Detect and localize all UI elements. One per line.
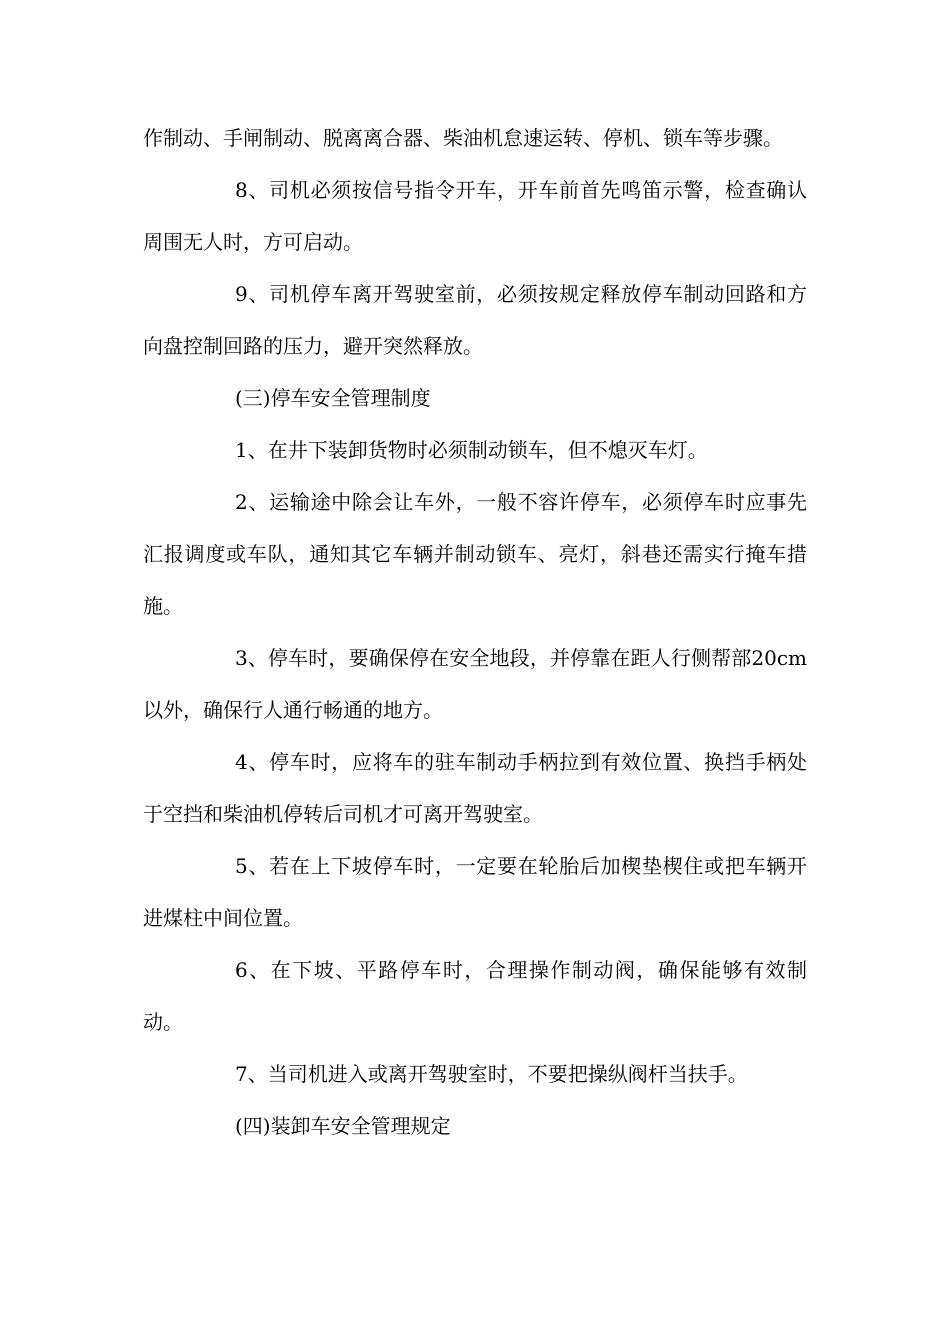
document-body: [143, 112, 807, 1152]
paragraph-parking-6: 6、在下坡、平路停车时，合理操作制动阀，确保能够有效制动。: [143, 958, 807, 1034]
section-heading-loading: (四)装卸车安全管理规定: [235, 1114, 451, 1138]
paragraph-item-8: 8、司机必须按信号指令开车，开车前首先鸣笛示警，检查确认周围无人时，方可启动。: [143, 178, 807, 254]
paragraph-item-9: 9、司机停车离开驾驶室前，必须按规定释放停车制动回路和方向盘控制回路的压力，避开突然释放。: [143, 282, 807, 358]
paragraph-parking-4: 4、停车时，应将车的驻车制动手柄拉到有效位置、换挡手柄处于空挡和柴油机停转后司机才可离开驾驶室。: [143, 750, 807, 826]
paragraph-parking-7: 7、当司机进入或离开驾驶室时，不要把操纵阀杆当扶手。: [235, 1062, 748, 1086]
paragraph-parking-2: 2、运输途中除会让车外，一般不容许停车，必须停车时应事先汇报调度或车队，通知其它车辆并制动锁车、亮灯，斜巷还需实行掩车措施。: [143, 490, 807, 618]
paragraph-continuation: 作制动、手闸制动、脱离离合器、柴油机怠速运转、停机、锁车等步骤。: [143, 126, 783, 150]
paragraph-parking-5: 5、若在上下坡停车时，一定要在轮胎后加楔垫楔住或把车辆开进煤柱中间位置。: [143, 854, 807, 930]
paragraph-parking-1: 1、在井下装卸货物时必须制动锁车，但不熄灭车灯。: [235, 438, 708, 462]
section-heading-parking: (三)停车安全管理制度: [235, 386, 431, 410]
paragraph-parking-3: 3、停车时，要确保停在安全地段，并停靠在距人行侧帮部20cm以外，确保行人通行畅通的地方。: [143, 646, 807, 722]
